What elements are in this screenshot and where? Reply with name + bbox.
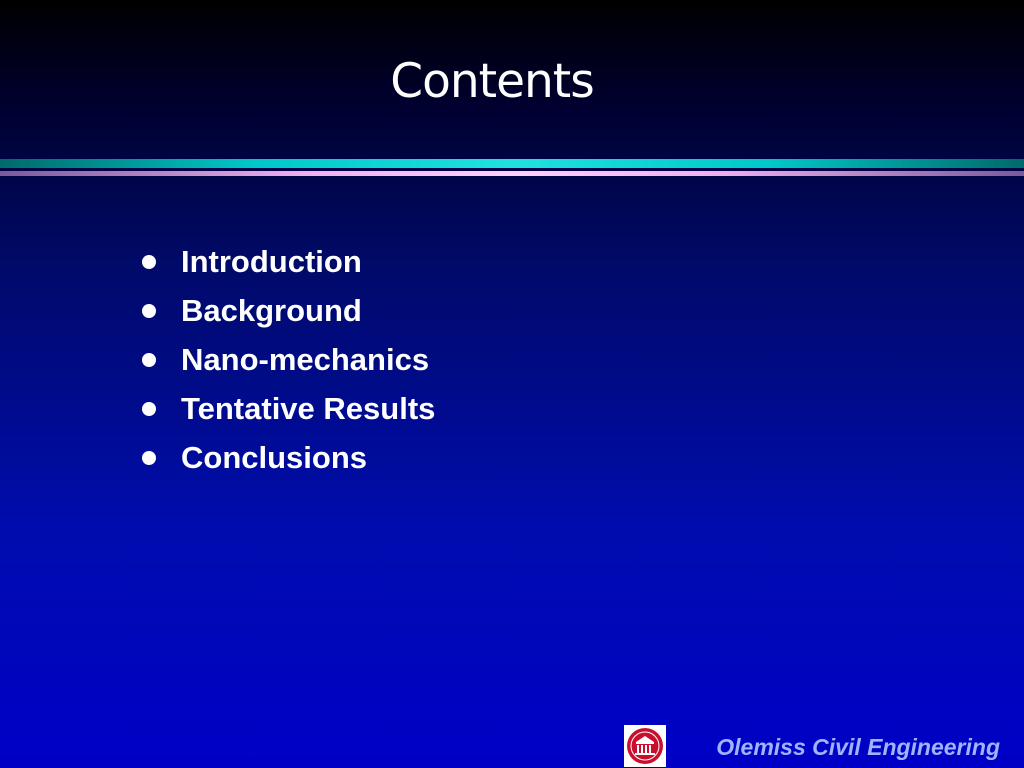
footer-label: Olemiss Civil Engineering: [716, 734, 1000, 760]
slide-title: Contents: [390, 54, 594, 109]
bullet-icon: [142, 304, 156, 318]
list-item: [140, 237, 435, 286]
list-item-label: Background: [181, 292, 362, 328]
bullet-icon: [142, 353, 156, 367]
list-item-label: Tentative Results: [181, 390, 436, 426]
list-item: [140, 286, 435, 335]
contents-list: [140, 237, 435, 482]
title-divider-pink: [0, 171, 1024, 176]
list-item-label: Nano-mechanics: [181, 341, 430, 377]
title-divider-teal: [0, 159, 1024, 168]
list-item: [140, 433, 435, 482]
bullet-icon: [142, 255, 156, 269]
bullet-icon: [142, 451, 156, 465]
list-item: [140, 335, 435, 384]
list-item-label: Introduction: [181, 243, 362, 279]
list-item: [140, 384, 435, 433]
university-seal-icon: [624, 725, 666, 767]
list-item-label: Conclusions: [181, 439, 368, 475]
bullet-icon: [142, 402, 156, 416]
